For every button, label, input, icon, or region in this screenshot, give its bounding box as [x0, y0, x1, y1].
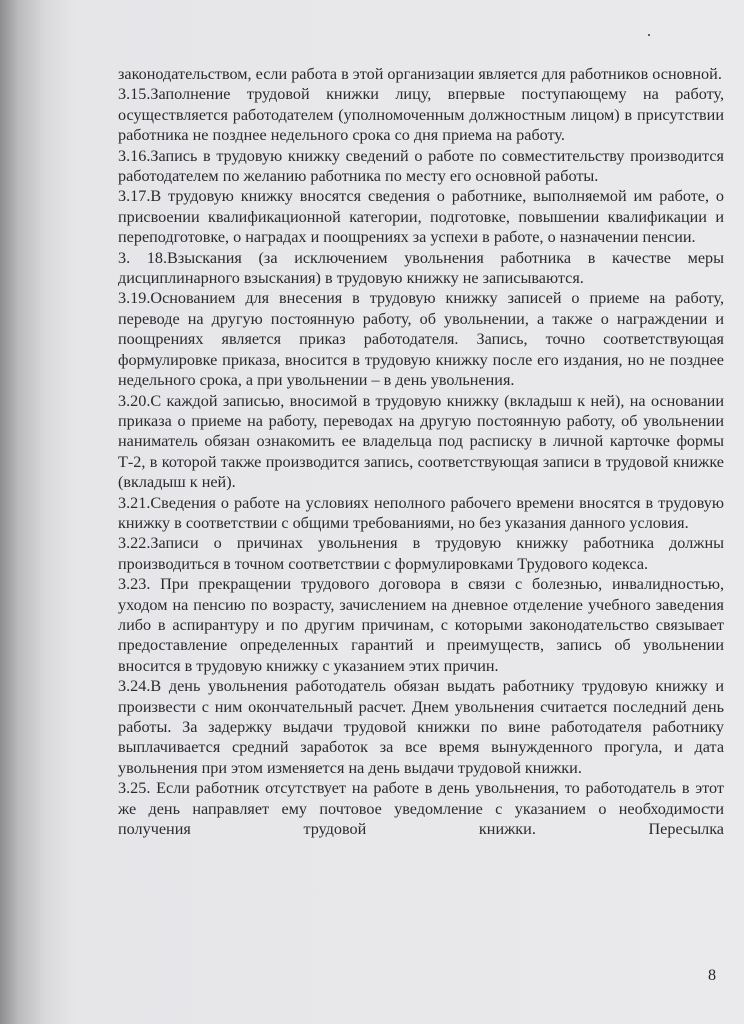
page-number: 8: [708, 966, 717, 984]
paragraph-3-16: 3.16.Запись в трудовую книжку сведений о работе по совместительству производится работодателем по желанию работника по месту его основной работы.: [118, 146, 724, 186]
paragraph-3-15: 3.15.Заполнение трудовой книжки лицу, впервые поступающему на работу, осуществляется работодателем (уполномоченным должностным лицом) в присутствии работника не позднее недельного срока со дня приема на работу.: [118, 85, 724, 145]
scan-speck: [648, 34, 650, 36]
paragraph-3-25: 3.25. Если работник отсутствует на работе в день увольнения, то работодатель в этот же день направляет ему почтовое уведомление с указанием о необходимости получения трудовой книжки. Пересылка: [118, 779, 724, 839]
paragraph-3-20: 3.20.С каждой записью, вносимой в трудовую книжку (вкладыш к ней), на основании приказа о приеме на работу, переводах на другую постоянную работу, об увольнении наниматель обязан ознакомить ее владельца под расписку в личной карточке формы Т-2, в которой также производится запись, соответствующая записи в трудовой книжке (вкладыш к ней).: [118, 391, 724, 492]
paragraph-3-19: 3.19.Основанием для внесения в трудовую книжку записей о приеме на работу, переводе на другую постоянную работу, об увольнении, а также о награждении и поощрениях является приказ работодателя. Запись, точно соответствующая формулировке приказа, вносится в трудовую книжку после его издания, но не позднее недельного срока, а при увольнении – в день увольнения.: [118, 289, 724, 390]
paragraph-3-21: 3.21.Сведения о работе на условиях неполного рабочего времени вносятся в трудовую книжку в соответствии с общими требованиями, но без указания данного условия.: [118, 493, 724, 532]
paragraph-3-18: 3. 18.Взыскания (за исключением увольнения работника в качестве меры дисциплинарного взыскания) в трудовую книжку не записываются.: [118, 248, 724, 288]
paragraph-3-17: 3.17.В трудовую книжку вносятся сведения о работнике, выполняемой им работе, о присвоении квалификационной категории, подготовке, повышении квалификации и переподготовке, о наградах и поощрениях за успехи в работе, о назначении пенсии.: [118, 187, 724, 247]
paragraph-3-24: 3.24.В день увольнения работодатель обязан выдать работнику трудовую книжку и произвести с ним окончательный расчет. Днем увольнения считается последний день работы. За задержку выдачи трудовой книжки по вине работодателя работнику выплачивается средний заработок за все время вынужденного прогула, и дата увольнения при этом изменяется на день выдачи трудовой книжки.: [118, 677, 724, 777]
document-body: [118, 64, 724, 839]
paragraph-continuation: законодательством, если работа в этой организации является для работников основной.: [118, 65, 722, 83]
paragraph-3-22: 3.22.Записи о причинах увольнения в трудовую книжку работника должны производиться в точном соответствии с формулировками Трудового кодекса.: [118, 534, 724, 573]
paragraph-3-23: 3.23. При прекращении трудового договора в связи с болезнью, инвалидностью, уходом на пенсию по возрасту, зачислением на дневное отделение учебного заведения либо в аспирантуру и по другим причинам, с которыми законодательство связывает предоставление определенных гарантий и преимуществ, запись об увольнении вносится в трудовую книжку с указанием этих причин.: [118, 575, 724, 675]
